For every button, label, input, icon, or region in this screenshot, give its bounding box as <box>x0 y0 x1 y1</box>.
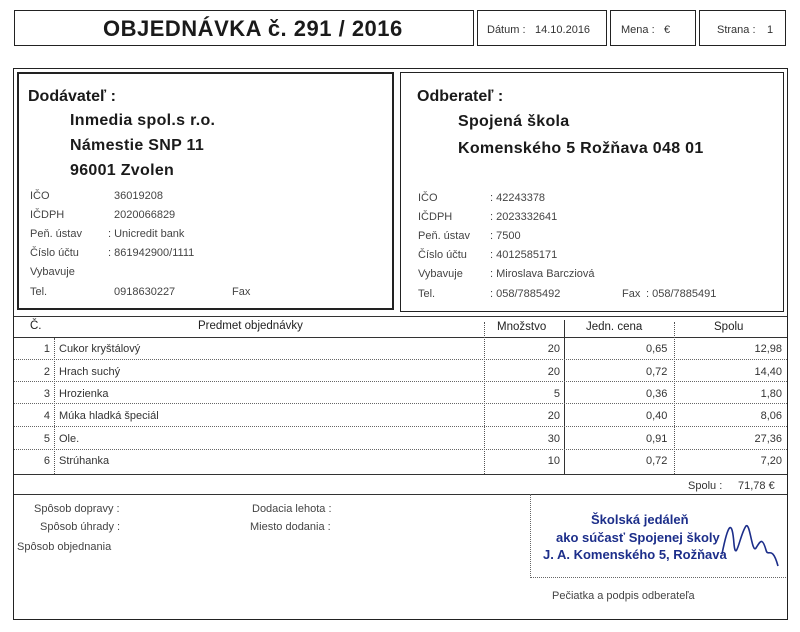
supplier-fax-label: Fax <box>232 286 251 298</box>
row-total: 8,06 <box>760 410 782 422</box>
col-sep-item <box>484 322 485 474</box>
row-total: 14,40 <box>754 366 782 378</box>
customer-address: Komenského 5 Rožňava 048 01 <box>458 140 704 157</box>
col-header-no: Č. <box>30 320 42 332</box>
row-divider <box>14 359 787 360</box>
row-price: 0,91 <box>646 433 668 445</box>
row-qty: 20 <box>547 410 560 422</box>
supplier-name: Inmedia spol.s r.o. <box>70 112 216 129</box>
customer-bank-value: : 7500 <box>490 230 521 242</box>
row-item: Hrozienka <box>59 388 109 400</box>
date-value: 14.10.2016 <box>535 24 591 36</box>
col-header-item: Predmet objednávky <box>198 320 303 332</box>
customer-ico-value: : 42243378 <box>490 192 546 204</box>
customer-tel-label: Tel. <box>418 288 436 300</box>
stamp-line-1: Školská jedáleň <box>591 512 689 527</box>
payment-method-label: Spôsob úhrady : <box>40 521 121 533</box>
supplier-label: Dodávateľ : <box>28 88 116 105</box>
row-no: 1 <box>43 343 50 355</box>
supplier-account-label: Číslo účtu <box>30 247 79 259</box>
row-qty: 20 <box>547 343 560 355</box>
supplier-icdph-value: 2020066829 <box>114 209 176 221</box>
customer-account-label: Číslo účtu <box>418 249 467 261</box>
date-label: Dátum : <box>487 24 526 36</box>
row-item: Hrach suchý <box>59 366 121 378</box>
supplier-address-2: 96001 Zvolen <box>70 162 175 179</box>
supplier-icdph-label: IČDPH <box>30 209 65 221</box>
customer-contact-label: Vybavuje <box>418 268 463 280</box>
col-header-unit-price: Jedn. cena <box>586 321 643 333</box>
supplier-ico-label: IČO <box>30 190 50 202</box>
row-qty: 30 <box>547 433 560 445</box>
supplier-tel-value: 0918630227 <box>114 286 176 298</box>
row-item: Strúhanka <box>59 455 110 467</box>
supplier-address-1: Námestie SNP 11 <box>70 137 205 154</box>
customer-bank-label: Peň. ústav <box>418 230 470 242</box>
sum-value: 71,78 € <box>738 480 775 492</box>
col-header-total: Spolu <box>714 321 744 333</box>
col-sep-qty <box>564 320 565 474</box>
customer-ico-label: IČO <box>418 192 438 204</box>
customer-tel-value: : 058/7885492 <box>490 288 561 300</box>
customer-account-value: : 4012585171 <box>490 249 558 261</box>
supplier-tel-label: Tel. <box>30 286 48 298</box>
customer-icdph-value: : 2023332641 <box>490 211 558 223</box>
row-qty: 5 <box>553 388 560 400</box>
currency-label: Mena : <box>621 24 655 36</box>
row-qty: 20 <box>547 366 560 378</box>
customer-fax-label: Fax <box>622 288 641 300</box>
table-header-line <box>14 337 787 338</box>
row-item: Ole. <box>59 433 80 445</box>
stamp-line-3: J. A. Komenského 5, Rožňava <box>543 547 727 562</box>
table-bottom-line <box>14 474 787 475</box>
row-total: 27,36 <box>754 433 782 445</box>
customer-name: Spojená škola <box>458 113 570 130</box>
delivery-place-label: Miesto dodania : <box>250 521 331 533</box>
row-no: 3 <box>43 388 50 400</box>
row-divider <box>14 381 787 382</box>
stamp-line-2: ako súčasť Spojenej školy <box>556 530 720 545</box>
row-no: 4 <box>43 410 50 422</box>
row-divider <box>14 426 787 427</box>
supplier-bank-value: : Unicredit bank <box>108 228 185 240</box>
col-sep-price <box>674 322 675 474</box>
row-item: Cukor kryštálový <box>59 343 141 355</box>
customer-label: Odberateľ : <box>417 88 504 105</box>
row-price: 0,36 <box>646 388 668 400</box>
customer-contact-value: : Miroslava Barcziová <box>490 268 595 280</box>
row-price: 0,40 <box>646 410 668 422</box>
supplier-account-value: : 861942900/1111 <box>108 247 195 259</box>
currency-value: € <box>664 24 671 36</box>
row-divider <box>14 449 787 450</box>
signature-caption: Pečiatka a podpis odberateľa <box>552 590 695 602</box>
page-label: Strana : <box>717 24 756 36</box>
row-total: 12,98 <box>754 343 782 355</box>
customer-icdph-label: IČDPH <box>418 211 453 223</box>
signature <box>716 514 786 574</box>
row-price: 0,65 <box>646 343 668 355</box>
table-top-line <box>14 316 787 317</box>
row-no: 2 <box>43 366 50 378</box>
sum-label: Spolu : <box>688 480 723 492</box>
delivery-term-label: Dodacia lehota : <box>252 503 332 515</box>
col-header-qty: Množstvo <box>497 321 547 333</box>
page-value: 1 <box>767 24 774 36</box>
order-method-label: Spôsob objednania <box>17 541 112 553</box>
row-qty: 10 <box>547 455 560 467</box>
row-no: 5 <box>43 433 50 445</box>
row-divider <box>14 403 787 404</box>
row-total: 1,80 <box>760 388 782 400</box>
supplier-ico-value: 36019208 <box>114 190 163 202</box>
delivery-method-label: Spôsob dopravy : <box>34 503 120 515</box>
row-price: 0,72 <box>646 455 668 467</box>
row-price: 0,72 <box>646 366 668 378</box>
supplier-contact-label: Vybavuje <box>30 266 75 278</box>
order-title: OBJEDNÁVKA č. 291 / 2016 <box>103 16 403 41</box>
row-no: 6 <box>43 455 50 467</box>
row-item: Múka hladká špeciál <box>59 410 159 422</box>
supplier-bank-label: Peň. ústav <box>30 228 82 240</box>
row-total: 7,20 <box>760 455 782 467</box>
customer-fax-value: : 058/7885491 <box>646 288 717 300</box>
